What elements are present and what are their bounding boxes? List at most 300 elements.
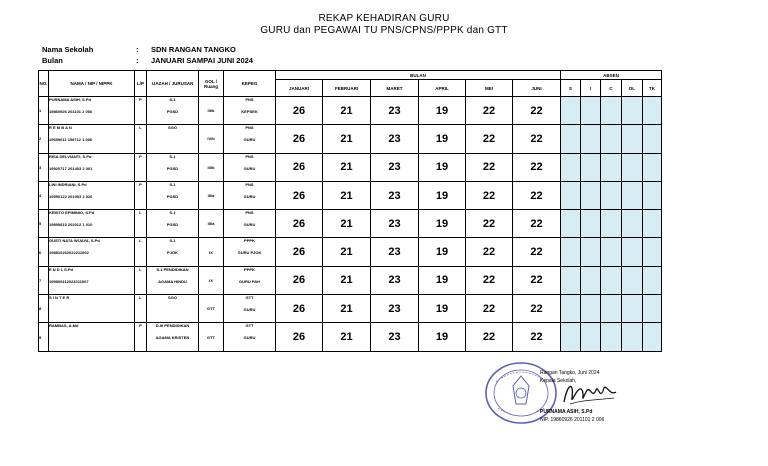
row-month-value [371,97,419,125]
row-month-value [466,97,513,125]
row-kepeg-role: KEPSEK [241,109,258,114]
row-month-value [513,181,561,209]
signature-role: Kepala Sekolah, [540,378,577,384]
row-nip-text: 19950122 201903 2 026 [49,193,93,199]
header-absen-3: DL [622,80,643,97]
row-month-value [371,153,419,181]
row-month-value-text: 22 [482,331,496,344]
colon: : [136,45,139,54]
row-month-value-text: 19 [435,217,449,230]
row-name [49,125,135,153]
row-kepeg-status: GTT [245,295,254,301]
row-month-value [419,295,466,323]
table-row [39,238,662,266]
row-month-value [466,181,513,209]
row-month-value-text: 26 [292,274,306,287]
row-gender-text: L [139,125,142,131]
row-gender-text: L [139,210,142,216]
row-month-value-text: 21 [340,274,353,287]
row-month-value-text: 26 [292,302,306,315]
row-number-text: 9 [39,334,42,340]
row-month-value [276,125,323,153]
row-absen-cell [581,295,601,323]
row-month-value-text: 22 [530,189,543,202]
header-absen-0: S [561,80,581,97]
row-month-value-text: 21 [340,217,353,230]
row-month-value-text: 21 [340,161,353,174]
row-kepeg-role: GURU [243,307,256,313]
row-ijazah-text: S.1 [169,210,176,216]
row-month-value [419,153,466,181]
row-month-value [323,97,371,125]
row-month-value [419,266,466,294]
row-jurusan-text: PGSD [166,165,179,171]
header-month-1: FEBRUARI [323,80,371,97]
row-name-text: RISA DELVIANTI, S.Pd [49,153,92,159]
row-absen-cell [622,153,643,181]
row-gender-text: L [139,266,142,272]
row-month-value-text: 22 [530,104,543,117]
header-absen-2: C [601,80,622,97]
row-number [39,238,49,266]
row-absen-cell [622,125,643,153]
row-month-value-text: 22 [482,132,496,145]
row-number [39,181,49,209]
row-gender-text: P [139,181,142,187]
row-absen-cell [622,97,643,125]
row-ijazah [147,153,199,181]
row-month-value [323,295,371,323]
row-month-value-text: 22 [482,217,496,230]
row-kepeg-status: PPPK [244,266,255,272]
row-month-value-text: 22 [530,246,543,259]
row-kepeg-role: GURU PAH [238,278,261,284]
row-jurusan-text: AGAMA HINDU [158,278,187,284]
header-nama: NAMA / NIP / NIPPK [49,71,135,97]
row-month-value-text: 22 [482,189,496,202]
row-absen-cell [643,210,662,238]
row-month-value [419,323,466,351]
row-month-value-text: 23 [388,302,401,315]
row-number-text: 3 [39,164,42,170]
row-month-value-text: 21 [340,189,353,202]
row-number [39,323,49,351]
row-gender [135,323,147,351]
row-gol-text: IX [209,277,213,283]
row-month-value [371,181,419,209]
row-number [39,153,49,181]
row-absen-cell [622,181,643,209]
row-month-value [371,266,419,294]
row-kepeg-role: GURU [243,137,256,143]
row-kepeg [224,97,276,125]
row-month-value [323,323,371,351]
row-gender [135,210,147,238]
row-month-value [419,210,466,238]
table-row [39,266,662,294]
row-gender-text: L [139,295,142,301]
table-row [39,295,662,323]
row-number [39,125,49,153]
school-label: Nama Sekolah [42,45,94,54]
row-gol-text: III/b [207,108,215,114]
row-month-value-text: 23 [388,189,401,202]
row-absen-cell [643,125,662,153]
row-gol [199,97,224,125]
row-month-value [276,210,323,238]
row-month-value [276,153,323,181]
row-month-value-text: 26 [292,161,306,174]
row-jurusan-text: PJOK [167,250,178,256]
row-month-value [513,125,561,153]
row-month-value [276,97,323,125]
row-name-text: E N D I, S.Pd [49,266,74,272]
row-gender [135,295,147,323]
row-month-value-text: 23 [388,132,401,145]
row-name [49,266,135,294]
row-number-text: 2 [39,136,42,142]
row-nip-text: 19890810 202012 1 010 [49,222,93,228]
row-month-value-text: 22 [530,161,543,174]
row-absen-cell [561,295,581,323]
row-month-value-text: 23 [388,217,401,230]
row-kepeg-role: GURU [243,335,256,341]
table-row [39,323,662,351]
row-month-value-text: 26 [292,189,306,202]
row-month-value [466,125,513,153]
header-no: NO. [39,71,49,97]
row-absen-cell [561,266,581,294]
row-number [39,295,49,323]
row-gol [199,266,224,294]
header-kepeg: KEPEG [224,71,276,97]
doc-title-line1: REKAP KEHADIRAN GURU [318,13,450,24]
colon: : [136,56,139,65]
row-month-value-text: 26 [292,246,306,259]
row-kepeg-status: PNS [245,125,254,131]
row-gender [135,97,147,125]
row-month-value [323,210,371,238]
row-month-value [371,125,419,153]
month-info-row [42,56,253,65]
row-ijazah-text: S-1 [169,97,176,102]
row-ijazah-text: S.1 [169,238,176,244]
row-kepeg-role: GURU PJOK [237,250,262,256]
row-number [39,210,49,238]
row-kepeg-status: PNS [245,210,254,216]
row-kepeg-role: GURU [243,165,256,171]
row-name-text: GUSTI NATA WIJAYA, S.Pd [49,238,100,244]
signature-place-date: Rangan Tangko, Juni 2024 [540,370,600,376]
row-kepeg [224,153,276,181]
row-month-value-text: 21 [340,302,353,315]
row-name-text: S I N T E R [49,295,70,301]
row-month-value-text: 19 [435,189,449,202]
row-month-value-text: 19 [435,161,449,174]
row-month-value-text: 23 [388,161,401,174]
row-absen-cell [601,323,622,351]
header-lp: L/P [135,71,147,97]
row-month-value [323,181,371,209]
row-jurusan-text: PGSD [166,222,179,228]
row-absen-cell [581,181,601,209]
row-month-value [371,238,419,266]
row-kepeg [224,210,276,238]
row-number-text: 5 [39,221,42,227]
row-gol [199,210,224,238]
header-month-4: MEI [466,80,513,97]
row-gol-text: III/b [207,164,215,170]
row-month-value [513,266,561,294]
row-absen-cell [581,323,601,351]
row-absen-cell [643,97,662,125]
row-month-value-text: 22 [482,161,496,174]
row-month-value-text: 22 [530,302,543,315]
row-month-value [419,181,466,209]
row-gol [199,153,224,181]
row-name [49,153,135,181]
row-gender-text: P [139,153,142,159]
row-gender [135,125,147,153]
row-kepeg [224,125,276,153]
row-ijazah [147,125,199,153]
row-month-value [371,295,419,323]
row-absen-cell [622,266,643,294]
row-absen-cell [561,323,581,351]
row-month-value-text: 26 [292,104,306,117]
row-month-value [466,266,513,294]
doc-title-line2: GURU dan PEGAWAI TU PNS/CPNS/PPPK dan GTT [260,25,508,36]
row-month-value-text: 26 [292,132,306,145]
row-name [49,238,135,266]
row-absen-cell [561,238,581,266]
row-gol-text: GTT [207,334,215,340]
row-absen-cell [601,266,622,294]
row-absen-cell [561,97,581,125]
row-name [49,210,135,238]
row-month-value [371,210,419,238]
month-value: JANUARI SAMPAI JUNI 2024 [151,56,253,65]
row-number-text: 6 [39,249,42,255]
row-gender-text: P [139,323,142,329]
row-month-value-text: 22 [530,132,543,145]
row-month-value-text: 19 [435,274,449,287]
row-month-value-text: 23 [388,246,401,259]
row-gender-text: P [139,97,142,102]
row-month-value [513,238,561,266]
row-jurusan-text: PGSD [166,109,179,114]
row-kepeg [224,295,276,323]
row-month-value [276,238,323,266]
row-month-value-text: 22 [482,104,496,117]
row-gol-text: GTT [207,306,215,312]
row-ijazah [147,295,199,323]
attendance-table [38,70,662,352]
row-name-text: RAMBAS, A.Md [49,323,79,329]
header-absen-1: I [581,80,601,97]
row-month-value-text: 22 [530,274,543,287]
row-month-value-text: 23 [388,331,401,344]
row-absen-cell [622,323,643,351]
row-month-value-text: 19 [435,331,449,344]
row-month-value [323,153,371,181]
row-month-value-text: 21 [340,132,353,145]
row-absen-cell [601,125,622,153]
row-kepeg-status: GTT [245,323,254,329]
row-absen-cell [601,153,622,181]
row-ijazah [147,238,199,266]
row-month-value [371,323,419,351]
row-absen-cell [581,125,601,153]
table-row [39,210,662,238]
row-absen-cell [601,97,622,125]
row-kepeg-status: PPPK [244,238,255,244]
row-month-value [276,266,323,294]
row-month-value [466,153,513,181]
row-kepeg [224,323,276,351]
row-number [39,266,49,294]
row-ijazah [147,181,199,209]
row-month-value [513,97,561,125]
row-ijazah-text: S.1 [169,181,176,187]
row-name [49,97,135,125]
row-gender [135,181,147,209]
row-ijazah-text: D-III PENDIDIKAN [155,323,190,329]
row-ijazah-text: SGO [168,295,177,301]
header-gol: GOL / Ruang [199,71,224,97]
row-gol-text: III/a [207,193,215,199]
row-absen-cell [561,153,581,181]
row-month-value [419,238,466,266]
row-absen-cell [581,153,601,181]
row-nip-text: 198810262022211002 [49,250,89,256]
row-ijazah-text: S.1 PENDIDIKAN [156,266,189,272]
row-absen-cell [622,210,643,238]
row-ijazah [147,97,199,125]
row-month-value [466,295,513,323]
row-absen-cell [643,266,662,294]
row-jurusan-text: AGAMA KRISTEN [155,335,190,341]
row-gender [135,238,147,266]
row-nip-text: 19650611 198712 1 006 [49,137,93,143]
table-row [39,153,662,181]
row-number-text: 7 [39,277,42,283]
row-kepeg [224,181,276,209]
row-absen-cell [643,295,662,323]
row-gol [199,238,224,266]
row-month-value [323,238,371,266]
row-kepeg-status: PNS [245,181,254,187]
row-month-value [276,323,323,351]
row-absen-cell [622,295,643,323]
month-label: Bulan [42,56,63,65]
row-number-text: 4 [39,193,42,199]
row-month-value-text: 21 [340,246,353,259]
row-ijazah-text: SGO [168,125,177,131]
row-month-value-text: 23 [388,274,401,287]
row-kepeg-role: GURU [243,193,256,199]
row-absen-cell [601,181,622,209]
row-absen-cell [581,97,601,125]
row-month-value [513,153,561,181]
header-ijazah: IJAZAH / JURUSAN [147,71,199,97]
row-name [49,295,135,323]
row-absen-cell [581,266,601,294]
row-month-value [513,323,561,351]
row-gol-text: III/a [207,221,215,227]
row-number [39,97,49,125]
row-nip-text: 19920717 201403 2 001 [49,165,93,171]
row-absen-cell [581,210,601,238]
row-month-value [513,210,561,238]
row-month-value [466,238,513,266]
row-month-value [419,97,466,125]
row-gender [135,153,147,181]
header-absen: ABSEN [561,71,662,80]
row-number-text: 1 [39,108,42,114]
row-gol-text: IV/b [207,136,215,142]
row-kepeg [224,238,276,266]
row-absen-cell [561,210,581,238]
row-month-value [466,210,513,238]
row-name-text: R E M B A N [49,125,72,131]
row-kepeg-status: PNS [245,97,254,102]
row-month-value [323,125,371,153]
row-absen-cell [601,295,622,323]
row-gol [199,295,224,323]
row-name-text: LINI INDRIANI, S.Pd [49,181,87,187]
row-name-text: PURNAMA ASIH, S.Pd [49,97,91,102]
table-row [39,181,662,209]
row-absen-cell [601,238,622,266]
signature-nip: NIP. 19860926 201101 2 006 [540,417,605,423]
row-absen-cell [643,323,662,351]
header-month-3: APRIL [419,80,466,97]
header-month-2: MARET [371,80,419,97]
row-kepeg-role: GURU [243,222,256,228]
row-month-value [323,266,371,294]
row-month-value [513,295,561,323]
row-gol [199,125,224,153]
row-month-value-text: 22 [482,246,496,259]
row-month-value-text: 19 [435,132,449,145]
row-absen-cell [643,181,662,209]
row-month-value-text: 21 [340,104,353,117]
row-ijazah [147,323,199,351]
row-absen-cell [601,210,622,238]
row-month-value [466,323,513,351]
row-absen-cell [643,238,662,266]
row-month-value [419,125,466,153]
row-ijazah-text: S-1 [169,153,176,159]
row-absen-cell [622,238,643,266]
header-month-5: JUNI [513,80,561,97]
row-month-value-text: 26 [292,217,306,230]
row-gender [135,266,147,294]
row-jurusan-text: PGSD [166,193,179,199]
header-month-0: JANUARI [276,80,323,97]
row-month-value-text: 22 [482,274,496,287]
row-kepeg-status: PNS [245,153,254,159]
row-month-value-text: 19 [435,104,449,117]
row-month-value-text: 21 [340,331,353,344]
row-month-value-text: 19 [435,302,449,315]
row-gol [199,323,224,351]
row-ijazah [147,210,199,238]
row-kepeg [224,266,276,294]
row-absen-cell [561,125,581,153]
row-number-text: 8 [39,306,42,312]
